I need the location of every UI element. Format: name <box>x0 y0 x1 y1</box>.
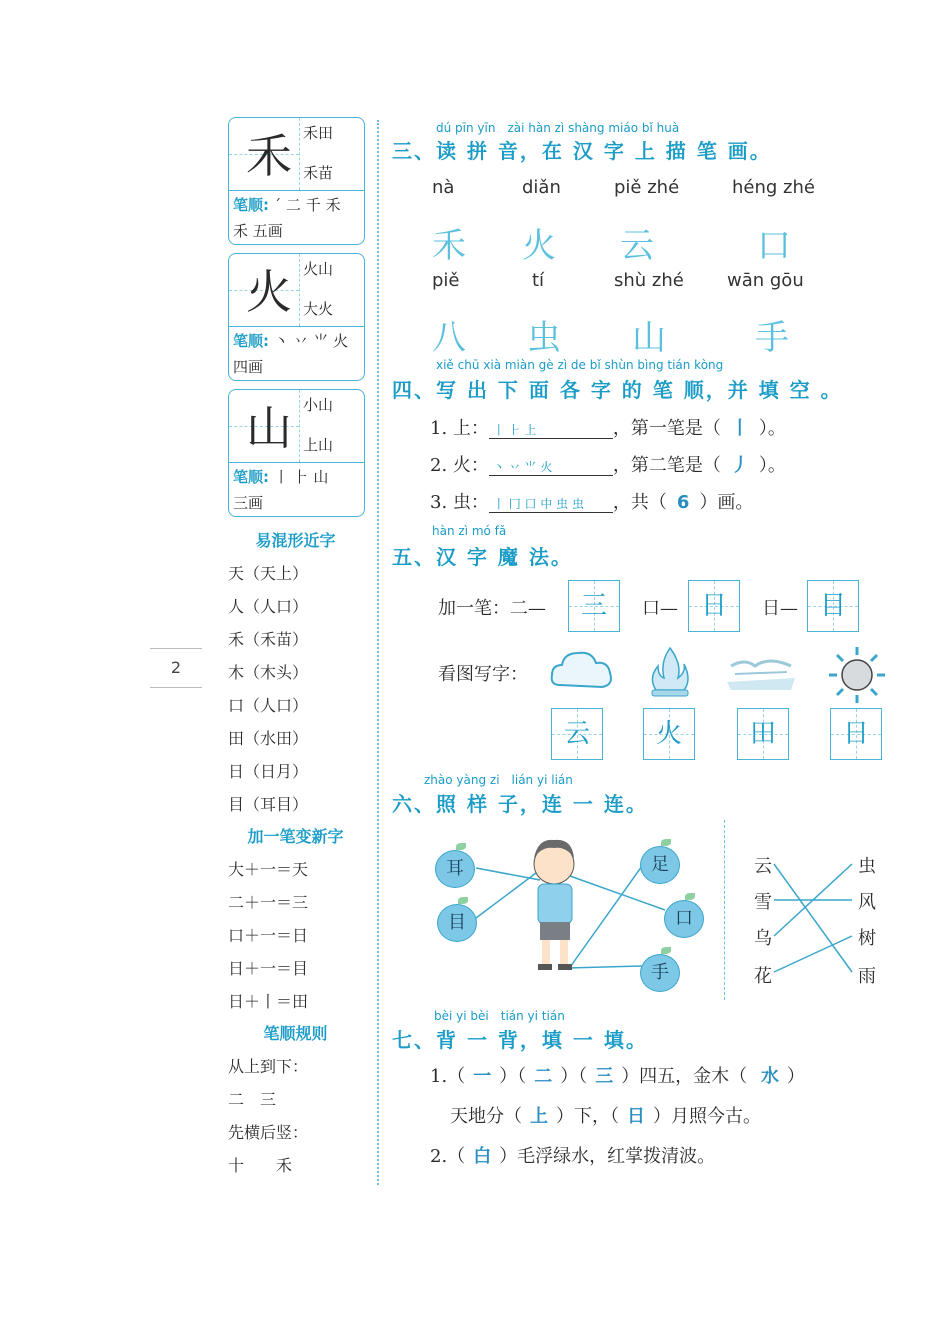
card-word: 小山 <box>303 396 334 414</box>
confusing-item: 禾（禾苗） <box>228 630 309 649</box>
trace-char: 八 <box>432 318 466 358</box>
card-order: 丶 丷 ⺌ 火 <box>273 332 349 350</box>
match-right-word[interactable]: 树 <box>858 928 876 949</box>
order-label: 笔顺: <box>233 468 269 486</box>
stroke-pinyin: shù zhé <box>614 270 684 291</box>
add-stroke-item: 口＋一＝日 <box>228 926 309 945</box>
rules-title: 笔顺规则 <box>263 1024 328 1043</box>
section7-title: 七、背 一 背，填 一 填。 <box>392 1028 648 1052</box>
card-word: 禾苗 <box>303 164 334 182</box>
card-char: 禾 <box>246 129 292 183</box>
stroke-pinyin: piě <box>432 270 460 291</box>
add-stroke-item: 日＋丨＝田 <box>228 992 309 1011</box>
add-label: 加一笔：二— <box>438 598 546 619</box>
recite-line-2: 天地分（ 上 ）下，（ 日 ）月照今古。 <box>450 1106 761 1127</box>
recite-line-3: 2.（ 白 ）毛浮绿水，红掌拨清波。 <box>430 1146 716 1167</box>
rule-item: 先横后竖： <box>228 1123 309 1142</box>
char-card-2 <box>228 253 365 381</box>
match-left-word[interactable]: 云 <box>754 856 772 877</box>
magic-mid: 日— <box>762 598 798 619</box>
magic-answer-box[interactable]: 目 <box>807 580 859 632</box>
rule-item: 二 三 <box>228 1090 277 1109</box>
add-stroke-item: 二＋一＝三 <box>228 893 309 912</box>
q2-answer[interactable]: 丶 丷 ⺌ 火 <box>489 458 613 476</box>
trace-char: 口 <box>757 226 791 266</box>
match-left-word[interactable]: 乌 <box>754 928 772 949</box>
confusing-title: 易混形近字 <box>255 531 336 550</box>
picture-label: 看图写字： <box>438 664 528 685</box>
sun-icon <box>826 645 888 705</box>
trace-char: 虫 <box>527 318 561 358</box>
picture-answer-box[interactable]: 日 <box>830 708 882 760</box>
trace-char: 山 <box>632 318 666 358</box>
q1-fill[interactable]: 丨 <box>730 418 749 439</box>
stroke-pinyin: wān gōu <box>727 270 804 291</box>
confusing-item: 田（水田） <box>228 729 309 748</box>
magic-mid: 口— <box>642 598 678 619</box>
trace-char: 火 <box>522 226 556 266</box>
card-char: 山 <box>246 401 292 455</box>
card-order: 丨 ⺊ 山 <box>273 468 329 486</box>
cloud-icon <box>548 645 616 697</box>
section5-title: 五、汉 字 魔 法。 <box>392 545 573 569</box>
picture-answer-box[interactable]: 火 <box>643 708 695 760</box>
add-stroke-title: 加一笔变新字 <box>247 827 344 846</box>
blank[interactable]: 三 <box>595 1066 614 1087</box>
apple-left[interactable]: 目 <box>437 904 477 942</box>
section3-pinyin: dú pīn yīn zài hàn zì shàng miáo bǐ huà <box>436 121 680 135</box>
blank[interactable]: 二 <box>534 1066 553 1087</box>
apple-right[interactable]: 足 <box>640 846 680 884</box>
order-label: 笔顺: <box>233 332 269 350</box>
picture-answer-box[interactable]: 云 <box>551 708 603 760</box>
apple-left[interactable]: 耳 <box>435 850 475 888</box>
q3-fill[interactable]: 6 <box>676 492 690 513</box>
add-stroke-item: 大＋一＝天 <box>228 860 309 879</box>
add-stroke-item: 日＋一＝目 <box>228 959 309 978</box>
trace-char: 云 <box>620 226 654 266</box>
confusing-item: 木（木头） <box>228 663 309 682</box>
field-icon <box>725 652 797 692</box>
section4-pinyin: xiě chū xià miàn gè zì de bǐ shùn bìng tián kòng <box>436 358 724 372</box>
rule-item: 十 禾 <box>228 1156 293 1175</box>
match-right-word[interactable]: 雨 <box>858 966 876 987</box>
matching-divider <box>724 820 725 1000</box>
trace-char: 禾 <box>432 226 466 266</box>
card-count: 四画 <box>233 358 264 376</box>
apple-right[interactable]: 口 <box>664 900 704 938</box>
card-word: 禾田 <box>303 124 334 142</box>
page-number: 2 <box>150 648 202 688</box>
section4-title: 四、写 出 下 面 各 字 的 笔 顺，并 填 空 。 <box>392 378 843 402</box>
match-right-word[interactable]: 虫 <box>858 856 876 877</box>
q1-answer[interactable]: 丨 ⺊ 上 <box>489 421 613 439</box>
section6-pinyin: zhào yàng zi lián yi lián <box>424 773 573 787</box>
q2-fill[interactable]: 丿 <box>730 455 749 476</box>
section7-pinyin: bèi yi bèi tián yi tián <box>434 1009 565 1023</box>
card-order: ˊ 二 千 禾 <box>273 196 341 214</box>
section5-pinyin: hàn zì mó fǎ <box>432 524 507 538</box>
q2-line: 2. 火： 丶 丷 ⺌ 火 ，第二笔是（ 丿 ）。 <box>430 455 786 476</box>
recite-line-1: 1.（ 一 ）（ 二 ）（ 三 ）四五，金木（ 水 ） <box>430 1066 805 1087</box>
blank[interactable]: 一 <box>473 1066 492 1087</box>
section6-title: 六、照 样 子，连 一 连。 <box>392 792 648 816</box>
order-label: 笔顺: <box>233 196 269 214</box>
magic-answer-box[interactable]: 三 <box>568 580 620 632</box>
column-divider <box>377 120 379 1185</box>
q3-line: 3. 虫： 丨 冂 口 中 虫 虫 ，共（ 6 ）画。 <box>430 492 754 513</box>
match-right-word[interactable]: 风 <box>858 892 876 913</box>
fire-icon <box>648 644 692 700</box>
card-count: 禾 五画 <box>233 222 283 240</box>
confusing-item: 口（人口） <box>228 696 309 715</box>
confusing-item: 日（日月） <box>228 762 309 781</box>
confusing-item: 人（人口） <box>228 597 309 616</box>
matching-lines-right <box>770 850 860 980</box>
stroke-pinyin: nà <box>432 177 455 198</box>
stroke-pinyin: héng zhé <box>732 177 815 198</box>
match-left-word[interactable]: 雪 <box>754 892 772 913</box>
confusing-item: 天（天上） <box>228 564 309 583</box>
q1-line: 1. 上： 丨 ⺊ 上 ，第一笔是（ 丨 ）。 <box>430 418 786 439</box>
char-card-1 <box>228 117 365 245</box>
blank[interactable]: 日 <box>627 1106 645 1127</box>
trace-char: 手 <box>755 318 789 358</box>
char-card-3 <box>228 389 365 517</box>
stroke-pinyin: tí <box>532 270 545 291</box>
card-char: 火 <box>246 265 292 319</box>
stroke-pinyin: piě zhé <box>614 177 680 198</box>
q3-answer[interactable]: 丨 冂 口 中 虫 虫 <box>489 495 613 513</box>
picture-answer-box[interactable]: 田 <box>737 708 789 760</box>
card-word: 上山 <box>303 436 334 454</box>
section3-title: 三、读 拼 音，在 汉 字 上 描 笔 画。 <box>392 139 772 163</box>
rule-item: 从上到下： <box>228 1057 309 1076</box>
card-word: 火山 <box>303 260 334 278</box>
blank[interactable]: 水 <box>760 1066 779 1087</box>
apple-right[interactable]: 手 <box>640 954 680 992</box>
confusing-item: 目（耳目） <box>228 795 309 814</box>
magic-answer-box[interactable]: 日 <box>688 580 740 632</box>
blank[interactable]: 白 <box>473 1146 492 1167</box>
match-left-word[interactable]: 花 <box>754 966 772 987</box>
card-count: 三画 <box>233 494 264 512</box>
blank[interactable]: 上 <box>530 1106 548 1127</box>
stroke-pinyin: diǎn <box>522 177 561 198</box>
card-word: 大火 <box>303 300 334 318</box>
